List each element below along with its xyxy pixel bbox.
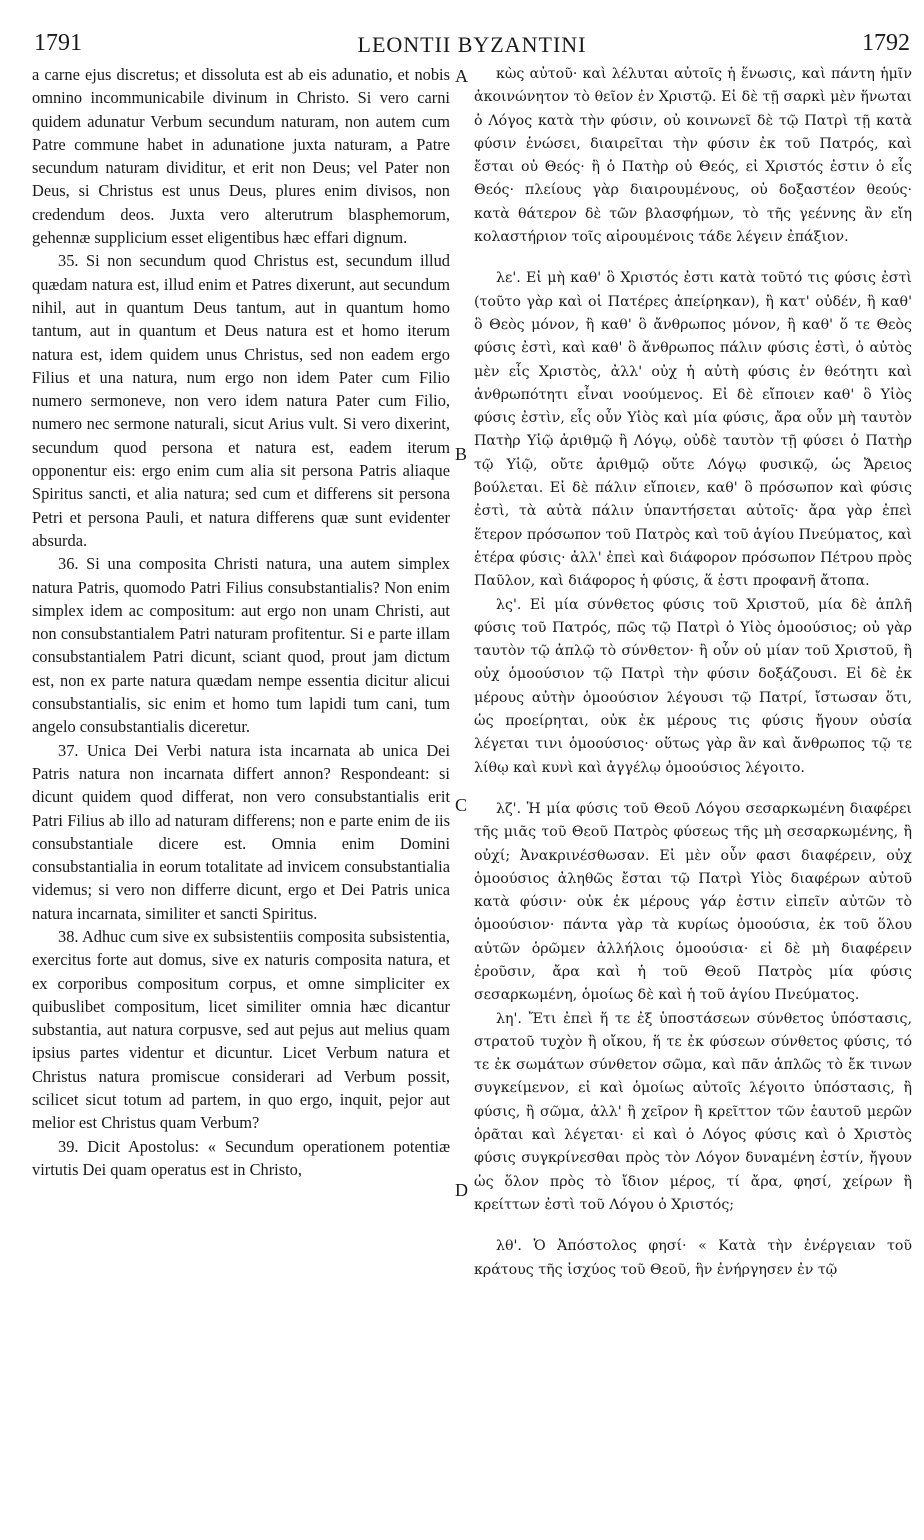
page-header: [34, 30, 910, 58]
page-number-right: 1792: [862, 30, 910, 56]
greek-paragraph: λη'. Ἔτι ἐπεὶ ἥ τε ἐξ ὑποστάσεων σύνθετος ὑπόστασις, στρατοῦ τυχὸν ἢ οἴκου, ἥ τε ἐκ φύσεων σύνθετος φύσις, τό τε ἐκ σωμάτων σύνθετον σῶμα, καὶ πᾶν ἁπλῶς τὸ ἔκ τινων συγκείμενον, εἰ καὶ ὁμοίως αὐτοῖς λέγοιτο ὑπόστασις, ἢ φύσις, ἢ σῶμα, ἀλλ' ἢ χεῖρον ἢ κρεῖττον τῶν ἑαυτοῦ μερῶν ὁρᾶται καὶ λέγεται· εἰ καὶ ὁ Λόγος φύσις καὶ ὁ Χριστὸς φύσις συγκρίνεσθαι πρὸς τὸν Λόγον δυναμένη ἐστίν, ἤγουν ὡς ὅλον πρὸς τὸ ἴδιον μέρος, τί ἄρα, φησί, χείρων ἢ κρείττων ἐστὶ τοῦ Λόγου ὁ Χριστός;: [474, 1010, 912, 1213]
greek-paragraph: λς'. Εἰ μία σύνθετος φύσις τοῦ Χριστοῦ, μία δὲ ἁπλῆ φύσις τοῦ Πατρός, πῶς τῷ Πατρὶ ὁ Υἱὸς ὁμοούσιος; οὐ γὰρ ταυτὸν τῷ ἁπλῷ τὸ σύνθετον· ἢ οὖν οὐ μίαν τοῦ Χριστοῦ, ἢ οὐχ ὁμοούσιον τῷ Πατρὶ τὴν φύσιν δοξάζουσι. Εἰ δὲ ἐκ μέρους αὐτὴν ὁμοούσιον λέγουσι τῷ Πατρί, ἴστωσαν ὅτι, ὡς προείρηται, οὐκ ἐκ μέρους τις φύσις ἤγουν οὐσία λέγεται τινι ὁμοούσιος· οὕτως γὰρ ἂν καὶ ἄνθρωπος τῷ τε λίθῳ καὶ κυνὶ καὶ ἀγγέλῳ ὁμοούσιος λέγοιτο.: [474, 596, 912, 776]
margin-marker-a: A: [455, 66, 468, 86]
running-title: LEONTII BYZANTINI: [357, 32, 587, 57]
latin-paragraph: 38. Adhuc cum sive ex subsistentiis composita subsistentia, exercitus forte aut domus, sive ex naturis composita natura, et ex corporibus compositum corpus, et omne simpliciter ex quibuslibet compositum, licet similiter omnia hæc dicantur substantia, aut natura corpusve, sed aut pejus aut melius quam ipsius partes videntur et dicuntur. Licet Verbum natura et Christus natura promiscue considerari ad Verbum possit, scilicet sicut totum ad partem, in quo ergo, inquit, pejor aut melior est Christus quam Verbum?: [32, 926, 450, 1133]
greek-paragraph: λε'. Εἰ μὴ καθ' ὃ Χριστός ἐστι κατὰ τοῦτό τις φύσις ἐστὶ (τοῦτο γὰρ καὶ οἱ Πατέρες ἀπείρηκαν), ἢ κατ' οὐδέν, ἢ καθ' ὃ Θεὸς μόνον, ἢ καθ' ὃ ἄνθρωπος μόνον, ἢ καθ' ὅ τε Θεὸς φύσις ἐστὶ, καὶ καθ' ὃ ἄνθρωπος πάλιν φύσις ἐστὶ, ὁ αὐτὸς μὲν εἷς Χριστὸς, ἀλλ' οὐχ ἡ αὐτὴ φύσις ἐν θεότητι καὶ ἀνθρωπότητι εἶναι νοούμενος. Εἰ δὲ εἴποιεν καθ' ὃ Υἱὸς φύσις ἐστὶν, εἷς οὖν Υἱὸς καὶ μία φύσις, ἄρα οὖν μὴ ταυτὸν Πατὴρ Υἱῷ ἀριθμῷ ἢ Λόγῳ, οὐδὲ ταυτὸν τῇ φύσει ὁ Πατὴρ τῷ Υἱῷ, οὔτε ἀριθμῷ οὔτε Λόγῳ φυσικῷ, ὡς Ἄρειος βούλεται. Εἰ δὲ πάλιν εἴποιεν, καθ' ὃ πρόσωπον καὶ φύσις ἐστὶ, τὰ αὐτὰ πάλιν ὑπαντήσεται αὐτοῖς· ἄρα γὰρ ἐπεὶ ἕτερον πρόσωπον τοῦ Πατρὸς καὶ τοῦ ἁγίου Πνεύματος, καὶ ἑτέρα φύσις· ἀλλ' ἐπεὶ καὶ διάφορον πρόσωπον Πέτρου πρὸς Παῦλον, καὶ διάφορος ἡ φύσις, ἅ ἐστι προφανῆ ἄτοπα.: [474, 270, 912, 590]
greek-paragraph: λζ'. Ἡ μία φύσις τοῦ Θεοῦ Λόγου σεσαρκωμένη διαφέρει τῆς μιᾶς τοῦ Θεοῦ Πατρὸς φύσεως τῆς μὴ σεσαρκωμένης, ἢ οὐχί; Ἀνακρινέσθωσαν. Εἰ μὲν οὖν φασι διαφέρειν, οὐχ ὁμοούσιος ἀληθῶς ἔσται τῷ Πατρὶ Υἱὸς διαφέρων αὐτοῦ κατὰ φύσιν· οὐκ ἐκ μέρους γάρ ἐστιν εἰπεῖν αὐτῶν τὸ ὁμοούσιον· πάντα γὰρ τὰ κυρίως ὁμοούσια, ἐκ τοῦ ὅλου αὐτῶν ὁρῶμεν ἀλλήλοις ὁμοούσια· εἰ δὲ μὴ διαφέρειν ἐροῦσιν, ἄρα καὶ ἡ τοῦ Θεοῦ Πατρὸς μία φύσις σεσαρκωμένη, ὁμοίως δὲ καὶ ἡ τοῦ ἁγίου Πνεύματος.: [474, 800, 912, 1004]
page-number-left: 1791: [34, 30, 82, 56]
margin-marker-d: D: [455, 1180, 468, 1200]
margin-marker-b: B: [455, 444, 468, 464]
greek-paragraph: κὼς αὐτοῦ· καὶ λέλυται αὐτοῖς ἡ ἕνωσις, καὶ πάντη ἡμῖν ἀκοινώνητον τὸ θεῖον ἐν Χριστῷ. Εἰ δὲ τῇ σαρκὶ μὲν ἥνωται ὁ Λόγος κατὰ τὴν φύσιν, οὐ κοινωνεῖ δὲ τῷ Πατρὶ τῇ κατὰ φύσιν ἑνώσει, διαιρεῖται τὴν φύσιν ἐκ τοῦ Πατρός, καὶ ἔσται οὐ Θεός· ἢ ὁ Πατὴρ οὐ Θεός, εἰ Χριστός ἐστιν ὁ εἷς Θεός· πλείους γὰρ διαιρουμένους, οὐ δοξαστέον θεούς· κατὰ θάτερον δὲ τῶν βλασφήμων, τὸ τῆς γεέννης ἂν εἴη κολαστήριον τοῖς αἱρουμένοις τάδε λέγειν ἐπάξιον.: [474, 66, 912, 246]
margin-marker-c: C: [455, 795, 468, 815]
latin-paragraph: 36. Si una composita Christi natura, una autem simplex natura Patris, quomodo Patri Filius consubstantialis? Non enim simplex idem ac compositum: aut ergo non unam Christi, aut non consubstantialem Patri naturam profitentur. Si e parte illam consubstantialem Patri dicunt, sciant quod, prout jam dictum est, non ex parte natura quædam nempe essentia dicitur alicui consubstantialis, sic enim et homo tum lapidi tum cani, tum angelo consubstantialis diceretur.: [32, 554, 450, 737]
latin-column: [32, 63, 450, 1533]
latin-paragraph: 35. Si non secundum quod Christus est, secundum illud quædam natura est, illud enim et Patres dixerunt, aut secundum nihil, aut in quantum Deus tantum, aut in quantum homo tantum, aut in quantum et Deus natura est et homo iterum natura est, idem quidem unus Christus, sed non eadem ergo Filius et una natura, num ergo non idem Pater cum Filio numero sermoneve, non vero idem natura Pater cum Filio, numero nec sermone naturali, sicut Arius vult. Si vero dixerint, secundum quod persona et natura est, eadem iterum opponentur eis: ergo enim cum alia sit persona Patris aliaque Spiritus sancti, et alia natura; sed cum et differens sit persona Petri et persona Pauli, et natura differens quæ sunt evidenter absurda.: [32, 251, 450, 550]
latin-paragraph: 39. Dicit Apostolus: « Secundum operationem potentiæ virtutis Dei quam operatus est in Christo,: [32, 1136, 450, 1179]
latin-paragraph: 37. Unica Dei Verbi natura ista incarnata ab unica Dei Patris natura non incarnata differt annon? Respondeant: si dicunt quidem quod differat, non vero consubstantialis erit Patri Filius ab illo ad naturam differens; non e parte enim de iis consubstantiale dicere est. Omnia enim Domini consubstantialia in eorum totalitate ad invicem consubstantialia videmus; si vero non differre dicunt, ergo et Dei Patris unica natura incarnata, similiter et sancti Spiritus.: [32, 740, 450, 923]
greek-column: [474, 63, 912, 1533]
greek-paragraph: λθ'. Ὁ Ἀπόστολος φησί· « Κατὰ τὴν ἐνέργειαν τοῦ κράτους τῆς ἰσχύος τοῦ Θεοῦ, ἣν ἐνήργησεν ἐν τῷ: [474, 1238, 912, 1278]
latin-paragraph: a carne ejus discretus; et dissoluta est ab eis adunatio, et nobis omnino incommunicabile divinum in Christo. Si vero carni quidem adunatur Verbum secundum naturam, non autem cum Patre commune habet in adunatione juxta naturam, a Patre secundum naturam dividitur, et erit non Deus; vel Pater non Deus, si Christus est unus Deus, plures enim divisos, non credendum deos. Juxta vero alterutrum blasphemorum, gehennæ supplicium esset eligentibus hæc effari dignum.: [32, 65, 450, 248]
